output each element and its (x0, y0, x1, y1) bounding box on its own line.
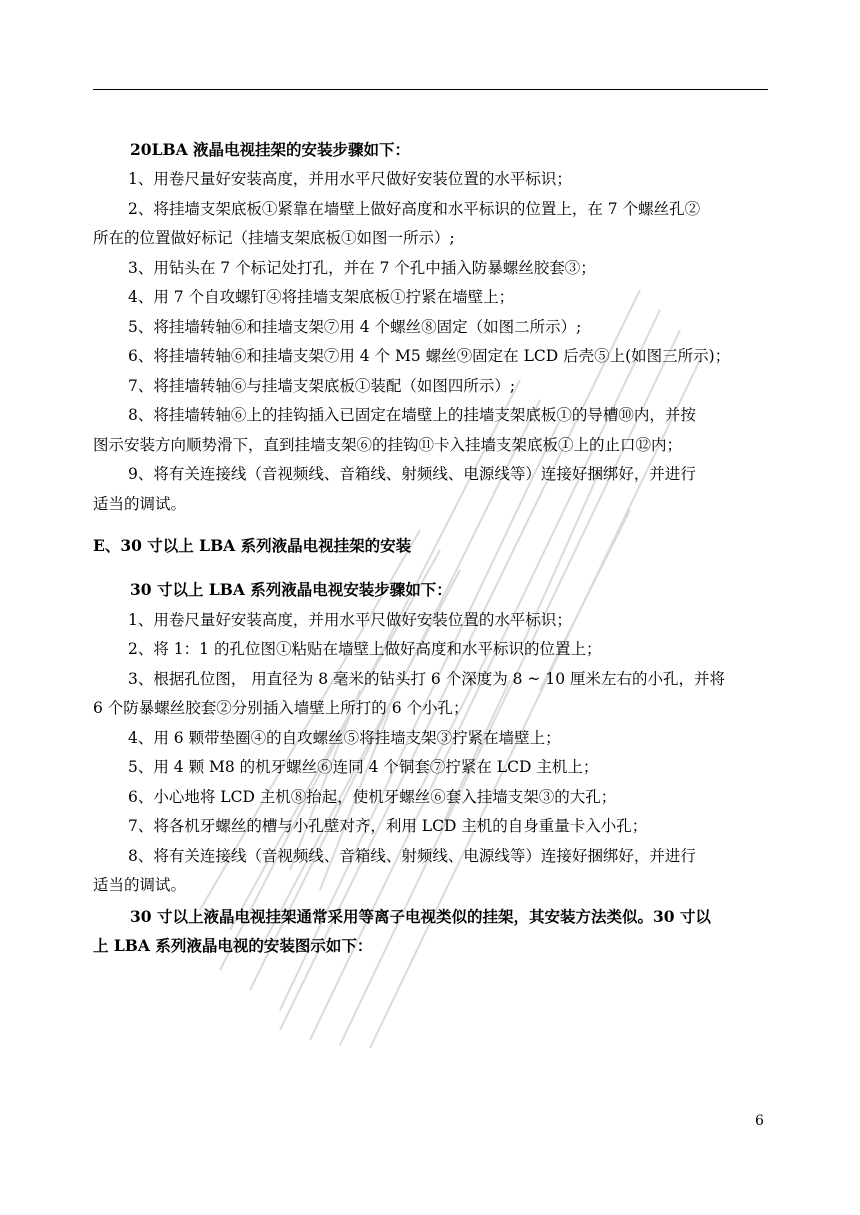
header-rule (93, 89, 768, 90)
step-line: 9、将有关连接线（音视频线、音箱线、射频线、电源线等）连接好捆绑好，并进行 (128, 465, 696, 483)
section-heading: E、30 寸以上 LBA 系列液晶电视挂架的安装 (93, 536, 412, 555)
section-heading: 30 寸以上 LBA 系列液晶电视安装步骤如下： (130, 580, 452, 599)
step-line: 5、将挂墙转轴⑥和挂墙支架⑦用 4 个螺丝⑧固定（如图二所示）; (128, 318, 582, 336)
page-number: 6 (755, 1113, 764, 1129)
step-line: 图示安装方向顺势滑下，直到挂墙支架⑥的挂钩⑪卡入挂墙支架底板①上的止口⑫内； (93, 436, 683, 454)
step-line: 4、用 7 个自攻螺钉④将挂墙支架底板①拧紧在墙壁上； (128, 288, 515, 306)
step-line: 3、根据孔位图， 用直径为 8 毫米的钻头打 6 个深度为 8 ~ 10 厘米左右的小孔，并将 (128, 670, 726, 688)
step-line: 4、用 6 颗带垫圈④的自攻螺丝⑤将挂墙支架③拧紧在墙壁上； (128, 729, 561, 747)
step-line: 2、将 1：1 的孔位图①粘贴在墙壁上做好高度和水平标识的位置上； (128, 640, 602, 658)
step-line: 适当的调试。 (93, 876, 187, 894)
step-line: 5、用 4 颗 M8 的机牙螺丝⑥连同 4 个铜套⑦拧紧在 LCD 主机上； (128, 758, 599, 776)
step-line: 7、将挂墙转轴⑥与挂墙支架底板①装配（如图四所示）; (128, 377, 516, 395)
step-line: 1、用卷尺量好安装高度，并用水平尺做好安装位置的水平标识； (128, 611, 572, 629)
step-line: 8、将挂墙转轴⑥上的挂钩插入已固定在墙壁上的挂墙支架底板①的导槽⑩内，并按 (128, 406, 696, 424)
step-line: 6、小心地将 LCD 主机⑧抬起，使机牙螺丝⑥套入挂墙支架③的大孔； (128, 788, 617, 806)
step-line: 1、用卷尺量好安装高度，并用水平尺做好安装位置的水平标识； (128, 170, 572, 188)
step-line: 6、将挂墙转轴⑥和挂墙支架⑦用 4 个 M5 螺丝⑨固定在 LCD 后壳⑤上(如图三所示)； (128, 347, 731, 365)
summary-line: 30 寸以上液晶电视挂架通常采用等离子电视类似的挂架，其安装方法类似。30 寸以 (130, 907, 711, 926)
step-line: 7、将各机牙螺丝的槽与小孔壁对齐，利用 LCD 主机的自身重量卡入小孔； (128, 817, 648, 835)
step-line: 8、将有关连接线（音视频线、音箱线、射频线、电源线等）连接好捆绑好，并进行 (128, 847, 696, 865)
step-line: 所在的位置做好标记（挂墙支架底板①如图一所示）; (93, 229, 455, 247)
step-line: 适当的调试。 (93, 495, 187, 513)
summary-line: 上 LBA 系列液晶电视的安装图示如下： (93, 936, 373, 955)
step-line: 3、用钻头在 7 个标记处打孔，并在 7 个孔中插入防暴螺丝胶套③； (128, 259, 596, 277)
step-line: 6 个防暴螺丝胶套②分别插入墙壁上所打的 6 个小孔； (93, 699, 469, 717)
section-heading: 20LBA 液晶电视挂架的安装步骤如下： (130, 140, 410, 159)
step-line: 2、将挂墙支架底板①紧靠在墙壁上做好高度和水平标识的位置上，在 7 个螺丝孔② (128, 200, 701, 218)
